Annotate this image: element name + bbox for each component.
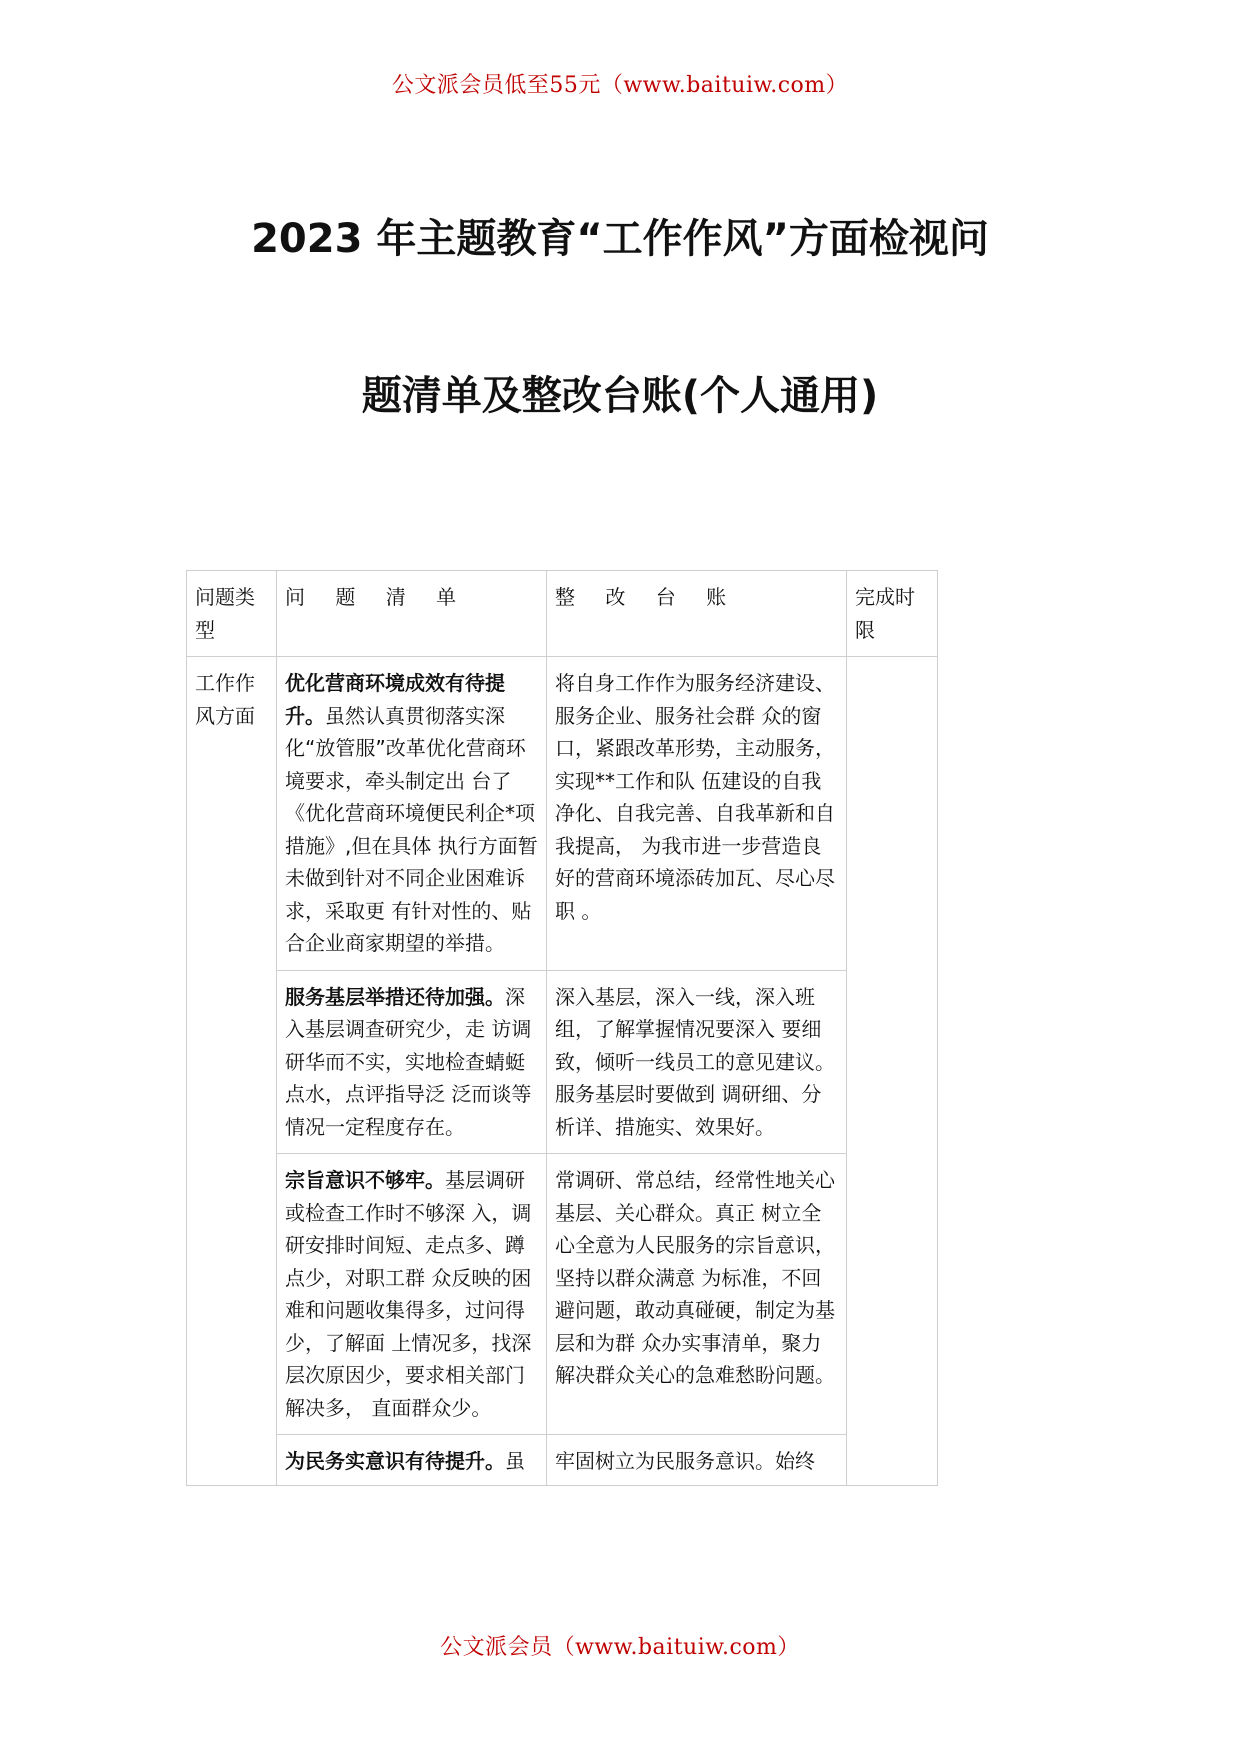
table-row [187, 1435, 938, 1486]
issue-heading: 为民务实意识有待提升。 [285, 1449, 505, 1473]
table-row [187, 657, 938, 971]
table-header-row [187, 571, 938, 657]
header-banner: 公文派会员低至55元（www.baituiw.com） [391, 73, 849, 98]
category-cell: 工作作风方面 [187, 657, 277, 1486]
table-row [187, 1154, 938, 1435]
issue-cell [277, 1435, 547, 1486]
issue-body: 虽然认真贯彻落实深化“放管服”改革优化营商环境要求，牵头制定出 台了《优化营商环境便民利企*项措施》,但在具体 执行方面暂未做到针对不同企业困难诉求，采取更 有针对性的、贴合企业商家期望的举措。 [285, 703, 538, 955]
rectification-cell: 牢固树立为民服务意识。始终 [547, 1435, 847, 1486]
issue-heading: 服务基层举措还待加强。 [285, 984, 505, 1009]
issue-cell [277, 970, 547, 1154]
rectification-cell: 深入基层，深入一线，深入班组，了解掌握情况要深入 要细致，倾听一线员工的意见建议。服务基层时要做到 调研细、分析详、措施实、效果好。 [547, 970, 847, 1154]
issue-cell [277, 657, 547, 971]
deadline-cell [847, 657, 938, 1486]
issue-heading: 宗旨意识不够牢。 [285, 1168, 445, 1192]
rectification-cell: 将自身工作作为服务经济建设、服务企业、服务社会群 众的窗口，紧跟改革形势，主动服务，实现**工作和队 伍建设的自我净化、自我完善、自我革新和自我提高， 为我市进一步营造良好的营商环境添砖加瓦、尽心尽 职 。 [547, 657, 847, 971]
header-rectification-ledger: 整 改 台 账 [547, 571, 847, 657]
document-title-line-1: 2023 年主题教育“工作作风”方面检视问 [251, 216, 989, 262]
rectification-cell: 常调研、常总结，经常性地关心基层、关心群众。真正 树立全心全意为人民服务的宗旨意识，坚持以群众满意 为标准，不回避问题，敢动真碰硬，制定为基层和为群 众办实事清单，聚力解决群众关心的急难愁盼问题。 [547, 1154, 847, 1435]
header-issue-type: 问题类型 [187, 571, 277, 657]
issue-heading: 优化营商环境成效有待提升。 [285, 671, 505, 728]
footer-banner: 公文派会员（www.baituiw.com） [440, 1635, 800, 1660]
issue-body: 深入基层调查研究少，走 访调研华而不实，实地检查蜻蜓点水，点评指导泛 泛而谈等情况一定程度存在。 [285, 984, 532, 1139]
rectification-ledger-table [186, 570, 938, 1486]
issue-cell [277, 1154, 547, 1435]
issue-body: 基层调研或检查工作时不够深 入，调研安排时间短、走点多、蹲点少，对职工群 众反映的困难和问题收集得多，过问得少，了解面 上情况多，找深层次原因少，要求相关部门解决多， 直面群众少。 [285, 1168, 532, 1420]
table-row [187, 970, 938, 1154]
document-title-line-2: 题清单及整改台账(个人通用) [361, 373, 879, 419]
issue-body: 虽 [505, 1449, 525, 1473]
header-deadline: 完成时限 [847, 571, 938, 657]
header-issue-list: 问 题 清 单 [277, 571, 547, 657]
